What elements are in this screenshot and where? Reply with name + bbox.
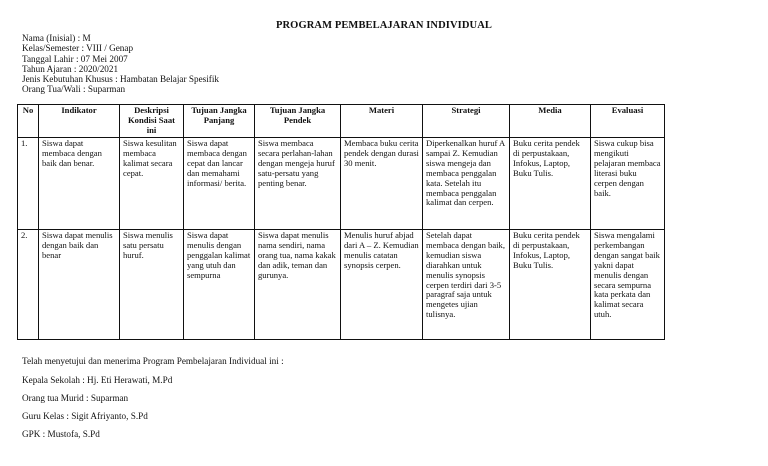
table-cell: Siswa kesulitan membaca kalimat secara cepat. (120, 138, 184, 230)
info-guardian: Orang Tua/Wali : Suparman (22, 84, 126, 95)
info-special-needs: Jenis Kebutuhan Khusus : Hambatan Belajar Spesifik (22, 74, 219, 85)
table-cell: 2. (18, 230, 39, 340)
table-cell: Menulis huruf abjad dari A – Z. Kemudian menulis catatan synopsis cerpen. (341, 230, 423, 340)
table-cell: 1. (18, 138, 39, 230)
header-indicator: Indikator (39, 105, 120, 138)
info-class: Kelas/Semester : VIII / Genap (22, 43, 134, 54)
info-name: Nama (Inisial) : M (22, 33, 91, 43)
student-info (22, 33, 219, 95)
table-row (18, 138, 665, 230)
header-media: Media (510, 105, 591, 138)
info-school-year: Tahun Ajaran : 2020/2021 (22, 63, 119, 74)
header-no: No (18, 105, 39, 138)
table-cell: Siswa dapat membaca dengan baik dan benar. (39, 138, 120, 230)
gpk-signatory: GPK : Mustofa, S.Pd (22, 429, 100, 439)
table-cell: Siswa membaca secara perlahan-lahan dengan mengeja huruf satu-persatu yang penting benar. (255, 138, 341, 230)
header-current-condition: Deskripsi Kondisi Saat ini (120, 105, 184, 138)
header-material: Materi (341, 105, 423, 138)
table-cell: Siswa dapat menulis dengan baik dan benar (39, 230, 120, 340)
parent-signatory: Orang tua Murid : Suparman (22, 393, 129, 403)
header-evaluation: Evaluasi (591, 105, 665, 138)
table-cell: Membaca buku cerita pendek dengan durasi 30 menit. (341, 138, 423, 230)
table-row (18, 230, 665, 340)
table-cell: Buku cerita pendek di perpustakaan, Infokus, Laptop, Buku Tulis. (510, 230, 591, 340)
table-cell: Setelah dapat membaca dengan baik, kemudian siswa diarahkan untuk menulis synopsis cerpen terdiri dari 3-5 paragraf saja untuk mengetes ujian tulisnya. (423, 230, 510, 340)
header-short-term-goal: Tujuan Jangka Pendek (255, 105, 341, 138)
table-cell: Siswa menulis satu persatu huruf. (120, 230, 184, 340)
header-long-term-goal: Tujuan Jangka Panjang (184, 105, 255, 138)
header-strategy: Strategi (423, 105, 510, 138)
learning-plan-table (17, 104, 665, 340)
table-cell: Siswa dapat menulis nama sendiri, nama orang tua, nama kakak dan adik, teman dan gurunya. (255, 230, 341, 340)
table-header-row (18, 105, 665, 138)
table-cell: Buku cerita pendek di perpustakaan, Infokus, Laptop, Buku Tulis. (510, 138, 591, 230)
table-cell: Siswa dapat menulis dengan penggalan kalimat yang utuh dan sempurna (184, 230, 255, 340)
principal-signatory: Kepala Sekolah : Hj. Eti Herawati, M.Pd (22, 375, 173, 385)
teacher-signatory: Guru Kelas : Sigit Afriyanto, S.Pd (22, 411, 148, 421)
table-cell: Siswa dapat membaca dengan cepat dan lancar dan memahami informasi/ berita. (184, 138, 255, 230)
info-birthdate: Tanggal Lahir : 07 Mei 2007 (22, 53, 128, 64)
table-cell: Siswa mengalami perkembangan dengan sangat baik yakni dapat menulis dengan secara sempurna kata perkata dan kalimat secara utuh. (591, 230, 665, 340)
table-cell: Diperkenalkan huruf A sampai Z. Kemudian siswa mengeja dan membaca penggalan kata. Setelah itu membaca penggalan kalimat dan cerpen. (423, 138, 510, 230)
approval-statement: Telah menyetujui dan menerima Program Pembelajaran Individual ini : (22, 356, 284, 366)
document-title: PROGRAM PEMBELAJARAN INDIVIDUAL (275, 20, 493, 31)
table-cell: Siswa cukup bisa mengikuti pelajaran membaca literasi buku cerpen dengan baik. (591, 138, 665, 230)
